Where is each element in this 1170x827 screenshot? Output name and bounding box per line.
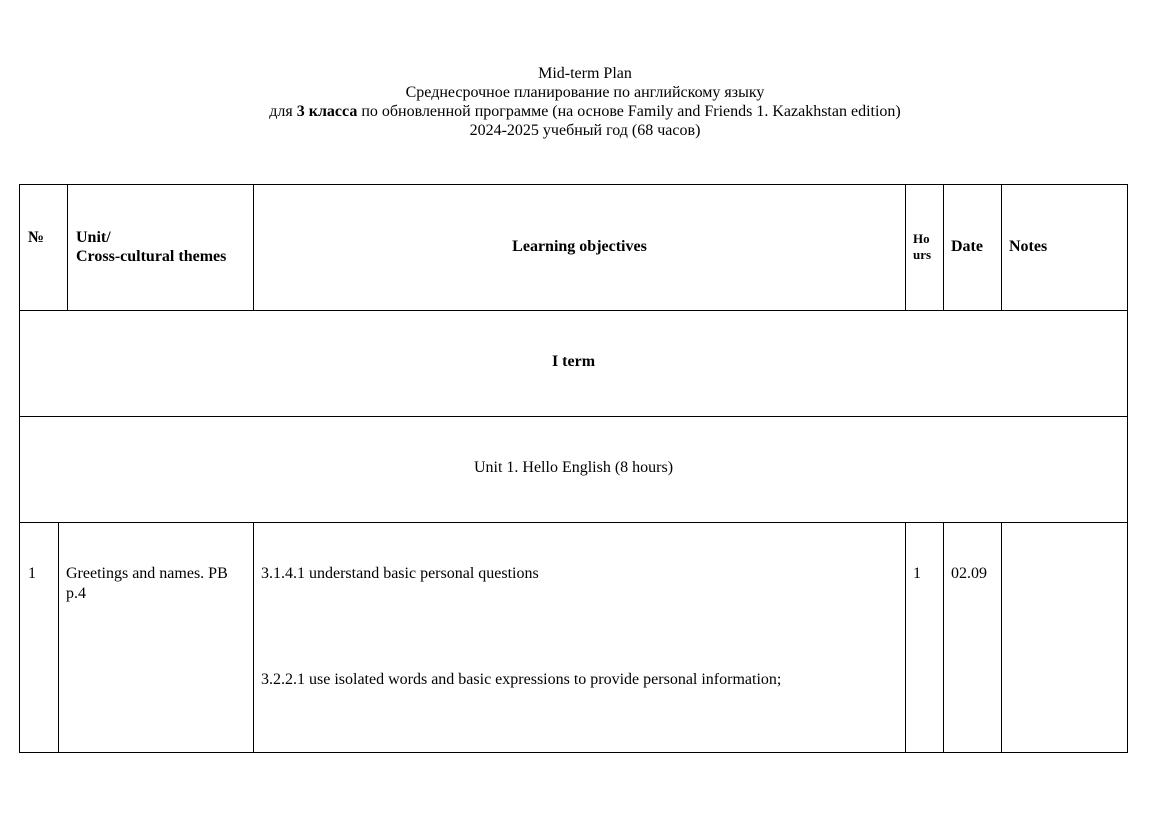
row-number: 1 [28, 565, 36, 582]
grade-bold: 3 класса [296, 103, 358, 120]
grade-suffix: по обновленной программе (на основе Family and Friends 1. Kazakhstan edition) [357, 103, 901, 120]
header-unit-line1: Unit/ [76, 229, 111, 246]
row-hours: 1 [913, 565, 921, 582]
row-objective-1: 3.1.4.1 understand basic personal questions [261, 565, 539, 582]
row-divider [19, 522, 1128, 523]
col-divider [253, 522, 254, 753]
header-hours-line2: urs [913, 247, 932, 262]
col-divider [905, 184, 906, 310]
header-hours-line1: Ho [913, 231, 930, 246]
header-notes: Notes [1009, 238, 1048, 255]
row-objective-2: 3.2.2.1 use isolated words and basic expressions to provide personal information; [261, 671, 782, 688]
col-divider [943, 184, 944, 310]
header-unit-line2: Cross-cultural themes [76, 248, 227, 265]
grade-prefix: для [269, 103, 297, 120]
col-divider [943, 522, 944, 753]
col-divider [67, 184, 68, 310]
term-title: I term [551, 353, 596, 370]
header-hours [913, 231, 931, 263]
document-header [0, 64, 1170, 140]
row-date: 02.09 [951, 565, 987, 582]
col-divider [905, 522, 906, 753]
header-year: 2024-2025 учебный год (68 часов) [469, 122, 701, 139]
table-border-top [19, 184, 1128, 185]
header-learning-objectives: Learning objectives [512, 238, 647, 255]
row-divider [19, 416, 1128, 417]
col-divider [1001, 184, 1002, 310]
header-title: Mid-term Plan [538, 65, 632, 82]
header-number: № [28, 229, 45, 246]
row-divider [19, 310, 1128, 311]
midterm-plan-table [19, 184, 1128, 753]
header-unit [76, 228, 226, 266]
col-divider [1001, 522, 1002, 753]
col-divider [58, 522, 59, 753]
row-theme: Greetings and names. PB p.4 [66, 565, 228, 602]
header-date: Date [951, 238, 983, 255]
header-subtitle: Среднесрочное планирование по английскому языку [405, 84, 765, 101]
table-border-bottom [19, 752, 1128, 753]
header-grade-line [0, 102, 1170, 121]
unit-title: Unit 1. Hello English (8 hours) [473, 459, 674, 476]
